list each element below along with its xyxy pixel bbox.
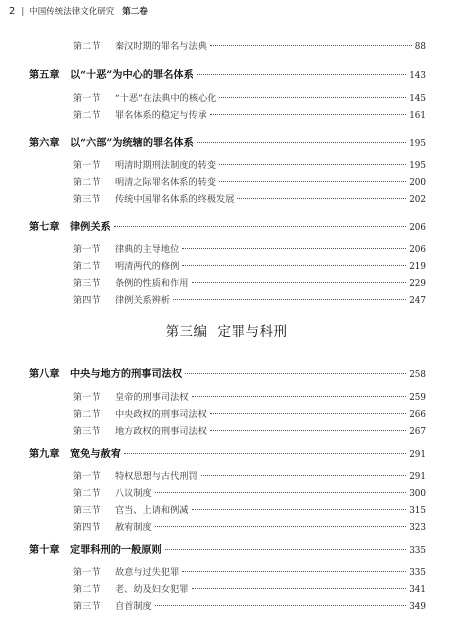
entry-title: 故意与过失犯罪 xyxy=(115,567,180,578)
toc-entry[interactable] xyxy=(73,502,426,516)
dot-leader xyxy=(165,549,407,550)
entry-label: 第二节 xyxy=(73,177,101,188)
chapter-label: 第六章 xyxy=(29,137,60,149)
entry-title: 官当、上请和例减 xyxy=(115,505,189,516)
toc-entry[interactable] xyxy=(73,485,426,499)
entry-label: 第四节 xyxy=(73,295,101,306)
chapter-page: 258 xyxy=(409,370,426,380)
entry-title: 明清之际罪名体系的转变 xyxy=(115,177,217,188)
toc-entry[interactable] xyxy=(73,564,426,578)
entry-page: 335 xyxy=(409,568,426,578)
toc-entry[interactable] xyxy=(73,107,426,121)
entry-label: 第一节 xyxy=(73,244,101,255)
part-heading xyxy=(0,320,453,340)
entry-title: 自首制度 xyxy=(115,601,152,612)
page-number: 2 xyxy=(9,6,16,17)
entry-label: 第三节 xyxy=(73,601,101,612)
entry-title: “十恶”在法典中的核心化 xyxy=(115,93,217,104)
chapter-label: 第八章 xyxy=(29,368,60,380)
chapter-label: 第七章 xyxy=(29,221,60,233)
entry-title: 明清两代的修例 xyxy=(115,261,180,272)
entry-page: 315 xyxy=(409,506,426,516)
dot-leader xyxy=(173,299,406,300)
chapter-title: 律例关系 xyxy=(70,221,111,233)
entry-title: 皇帝的刑事司法权 xyxy=(115,392,189,403)
entry-label: 第二节 xyxy=(73,110,101,121)
entry-title: 特权思想与古代刑罚 xyxy=(115,471,198,482)
entry-title: 律例关系辨析 xyxy=(115,295,171,306)
entry-page: 266 xyxy=(409,410,426,420)
toc-entry[interactable] xyxy=(73,90,426,104)
toc-entry[interactable] xyxy=(73,598,426,612)
entry-page: 88 xyxy=(414,42,426,52)
dot-leader xyxy=(210,413,406,414)
entry-title: 中央政权的刑事司法权 xyxy=(115,409,207,420)
toc-entry[interactable] xyxy=(73,258,426,272)
entry-label: 第二节 xyxy=(73,41,101,52)
dot-leader xyxy=(192,282,407,283)
toc-chapter[interactable] xyxy=(29,218,426,233)
dot-leader xyxy=(192,509,407,510)
entry-label: 第四节 xyxy=(73,522,101,533)
toc-entry[interactable] xyxy=(73,191,426,205)
entry-label: 第一节 xyxy=(73,567,101,578)
dot-leader xyxy=(219,181,406,182)
toc-entry[interactable] xyxy=(73,292,426,306)
entry-title: 条例的性质和作用 xyxy=(115,278,189,289)
entry-page: 341 xyxy=(409,585,426,595)
toc-entry[interactable] xyxy=(73,241,426,255)
entry-page: 202 xyxy=(409,195,426,205)
toc-entry[interactable] xyxy=(73,389,426,403)
entry-title: 秦汉时期的罪名与法典 xyxy=(115,41,207,52)
chapter-label: 第九章 xyxy=(29,448,60,460)
dot-leader xyxy=(185,373,406,374)
header-separator: | xyxy=(21,7,25,17)
entry-label: 第三节 xyxy=(73,505,101,516)
dot-leader xyxy=(124,453,406,454)
entry-label: 第一节 xyxy=(73,471,101,482)
entry-label: 第二节 xyxy=(73,584,101,595)
chapter-title: 宽免与赦宥 xyxy=(70,448,121,460)
dot-leader xyxy=(210,430,406,431)
toc-entry[interactable] xyxy=(73,275,426,289)
chapter-page: 335 xyxy=(409,546,426,556)
entry-page: 247 xyxy=(409,296,426,306)
dot-leader xyxy=(192,396,407,397)
toc-chapter[interactable] xyxy=(29,365,426,380)
entry-page: 291 xyxy=(409,472,426,482)
entry-label: 第一节 xyxy=(73,392,101,403)
entry-title: 明清时期刑法制度的转变 xyxy=(115,160,217,171)
entry-label: 第三节 xyxy=(73,426,101,437)
toc-entry[interactable] xyxy=(73,157,426,171)
toc-entry[interactable] xyxy=(73,468,426,482)
toc-chapter[interactable] xyxy=(29,134,426,149)
chapter-title: 以“十恶”为中心的罪名体系 xyxy=(70,69,194,81)
entry-label: 第一节 xyxy=(73,160,101,171)
entry-page: 195 xyxy=(409,161,426,171)
entry-page: 349 xyxy=(409,602,426,612)
chapter-title: 定罪科刑的一般原则 xyxy=(70,544,162,556)
toc-entry[interactable] xyxy=(73,519,426,533)
toc-entry[interactable] xyxy=(73,406,426,420)
entry-label: 第一节 xyxy=(73,93,101,104)
toc-entry[interactable] xyxy=(73,38,426,52)
chapter-label: 第十章 xyxy=(29,544,60,556)
chapter-label: 第五章 xyxy=(29,69,60,81)
chapter-page: 195 xyxy=(409,139,426,149)
series-title: 中国传统法律文化研究 xyxy=(29,7,115,17)
dot-leader xyxy=(192,588,407,589)
entry-label: 第二节 xyxy=(73,488,101,499)
dot-leader xyxy=(182,265,406,266)
entry-page: 200 xyxy=(409,178,426,188)
toc-chapter[interactable] xyxy=(29,66,426,81)
part-label: 第三编 xyxy=(165,324,208,340)
toc-entry[interactable] xyxy=(73,423,426,437)
dot-leader xyxy=(201,475,407,476)
entry-label: 第二节 xyxy=(73,261,101,272)
dot-leader xyxy=(155,605,406,606)
dot-leader xyxy=(182,571,406,572)
entry-page: 323 xyxy=(409,523,426,533)
dot-leader xyxy=(210,114,406,115)
dot-leader xyxy=(182,248,406,249)
dot-leader xyxy=(197,74,406,75)
volume-label: 第二卷 xyxy=(122,7,148,17)
dot-leader xyxy=(155,492,406,493)
dot-leader xyxy=(210,45,412,46)
entry-label: 第三节 xyxy=(73,278,101,289)
entry-title: 罪名体系的稳定与传承 xyxy=(115,110,207,121)
entry-label: 第二节 xyxy=(73,409,101,420)
toc-chapter[interactable] xyxy=(29,445,426,460)
dot-leader xyxy=(237,198,406,199)
entry-page: 219 xyxy=(409,262,426,272)
entry-page: 145 xyxy=(409,94,426,104)
dot-leader xyxy=(219,97,406,98)
chapter-page: 206 xyxy=(409,223,426,233)
entry-page: 229 xyxy=(409,279,426,289)
entry-page: 300 xyxy=(409,489,426,499)
chapter-title: 中央与地方的刑事司法权 xyxy=(70,368,183,380)
entry-title: 地方政权的刑事司法权 xyxy=(115,426,207,437)
entry-page: 161 xyxy=(409,111,426,121)
entry-title: 老、幼及妇女犯罪 xyxy=(115,584,189,595)
dot-leader xyxy=(219,164,406,165)
dot-leader xyxy=(155,526,406,527)
entry-label: 第三节 xyxy=(73,194,101,205)
entry-title: 赦宥制度 xyxy=(115,522,152,533)
dot-leader xyxy=(197,142,406,143)
toc-chapter[interactable] xyxy=(29,541,426,556)
chapter-title: 以“六部”为统辖的罪名体系 xyxy=(70,137,194,149)
dot-leader xyxy=(114,226,406,227)
entry-page: 267 xyxy=(409,427,426,437)
entry-title: 传统中国罪名体系的终极发展 xyxy=(115,194,235,205)
chapter-page: 143 xyxy=(409,71,426,81)
part-title: 定罪与科刑 xyxy=(217,324,288,340)
entry-page: 259 xyxy=(409,393,426,403)
entry-title: 律典的主导地位 xyxy=(115,244,180,255)
toc-entry[interactable] xyxy=(73,174,426,188)
entry-title: 八议制度 xyxy=(115,488,152,499)
chapter-page: 291 xyxy=(409,450,426,460)
entry-page: 206 xyxy=(409,245,426,255)
toc-entry[interactable] xyxy=(73,581,426,595)
